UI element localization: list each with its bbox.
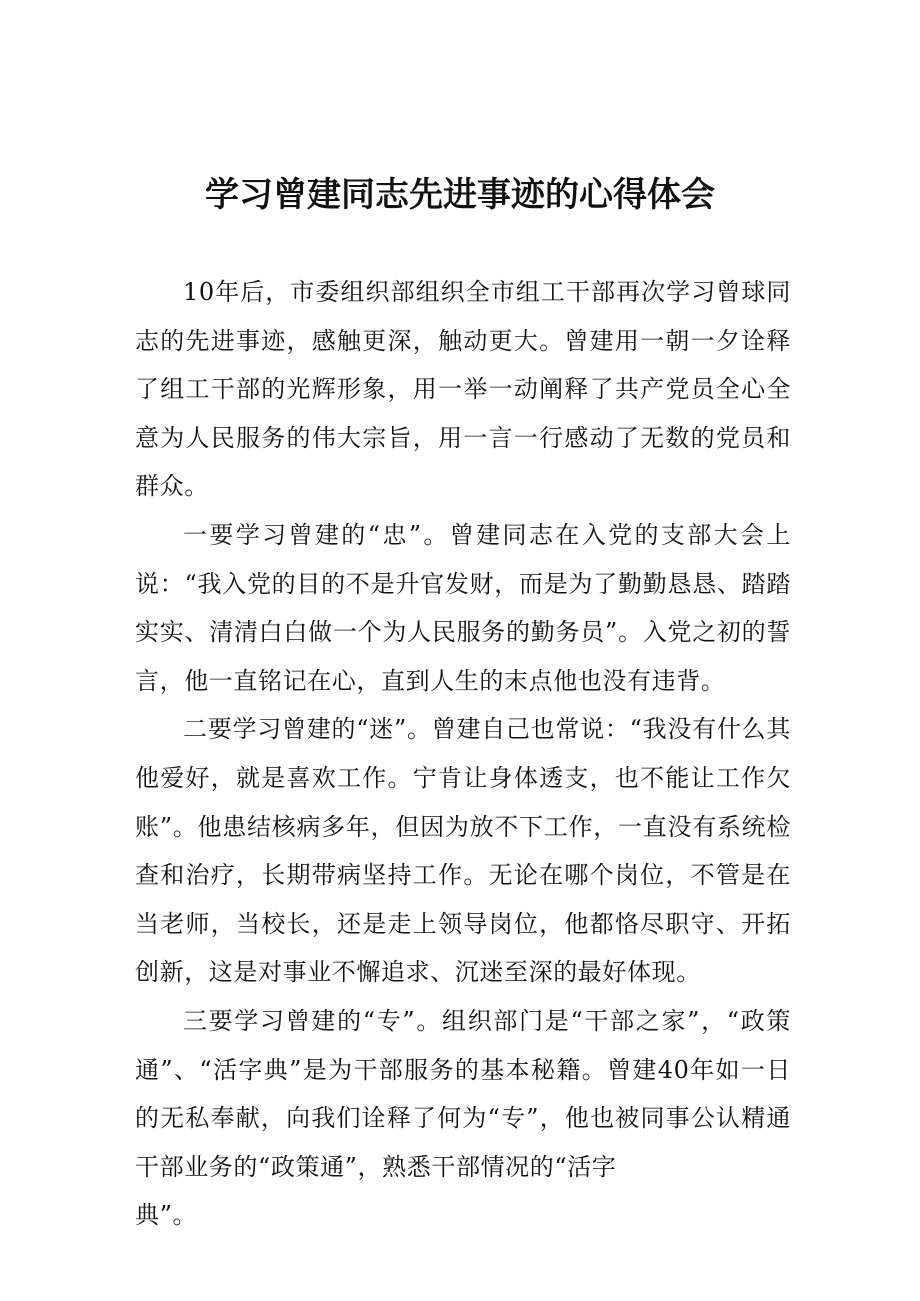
document-body (135, 268, 791, 1240)
paragraph-expertise: 三要学习曾建的“专”。组织部门是“干部之家”，“政策通”、“活字典”是为干部服务的基本秘籍。曾建40年如一日的无私奉献，向我们诠释了何为“专”，他也被同事公认精通干部业务的“政策通”，熟悉干部情况的“活字 (135, 1006, 791, 1181)
paragraph-expertise-tail: 典”。 (135, 1201, 198, 1230)
paragraph-loyalty: 一要学习曾建的“忠”。曾建同志在入党的支部大会上说：“我入党的目的不是升官发财，而是为了勤勤恳恳、踏踏实实、清清白白做一个为人民服务的勤务员”。入党之初的誓言，他一直铭记在心，直到人生的末点他也没有违背。 (135, 520, 791, 695)
paragraph-intro: 10年后，市委组织部组织全市组工干部再次学习曾球同志的先进事迹，感触更深，触动更大。曾建用一朝一夕诠释了组工干部的光辉形象，用一举一动阐释了共产党员全心全意为人民服务的伟大宗旨，用一言一行感动了无数的党员和群众。 (135, 278, 791, 501)
paragraph-dedication: 二要学习曾建的“迷”。曾建自己也常说：“我没有什么其他爱好，就是喜欢工作。宁肯让身体透支，也不能让工作欠账”。他患结核病多年，但因为放不下工作，一直没有系统检查和治疗，长期带病坚持工作。无论在哪个岗位，不管是在当老师，当校长，还是走上领导岗位，他都恪尽职守、开拓创新，这是对事业不懈追求、沉迷至深的最好体现。 (135, 715, 791, 987)
document-title: 学习曾建同志先进事迹的心得体会 (205, 175, 715, 215)
